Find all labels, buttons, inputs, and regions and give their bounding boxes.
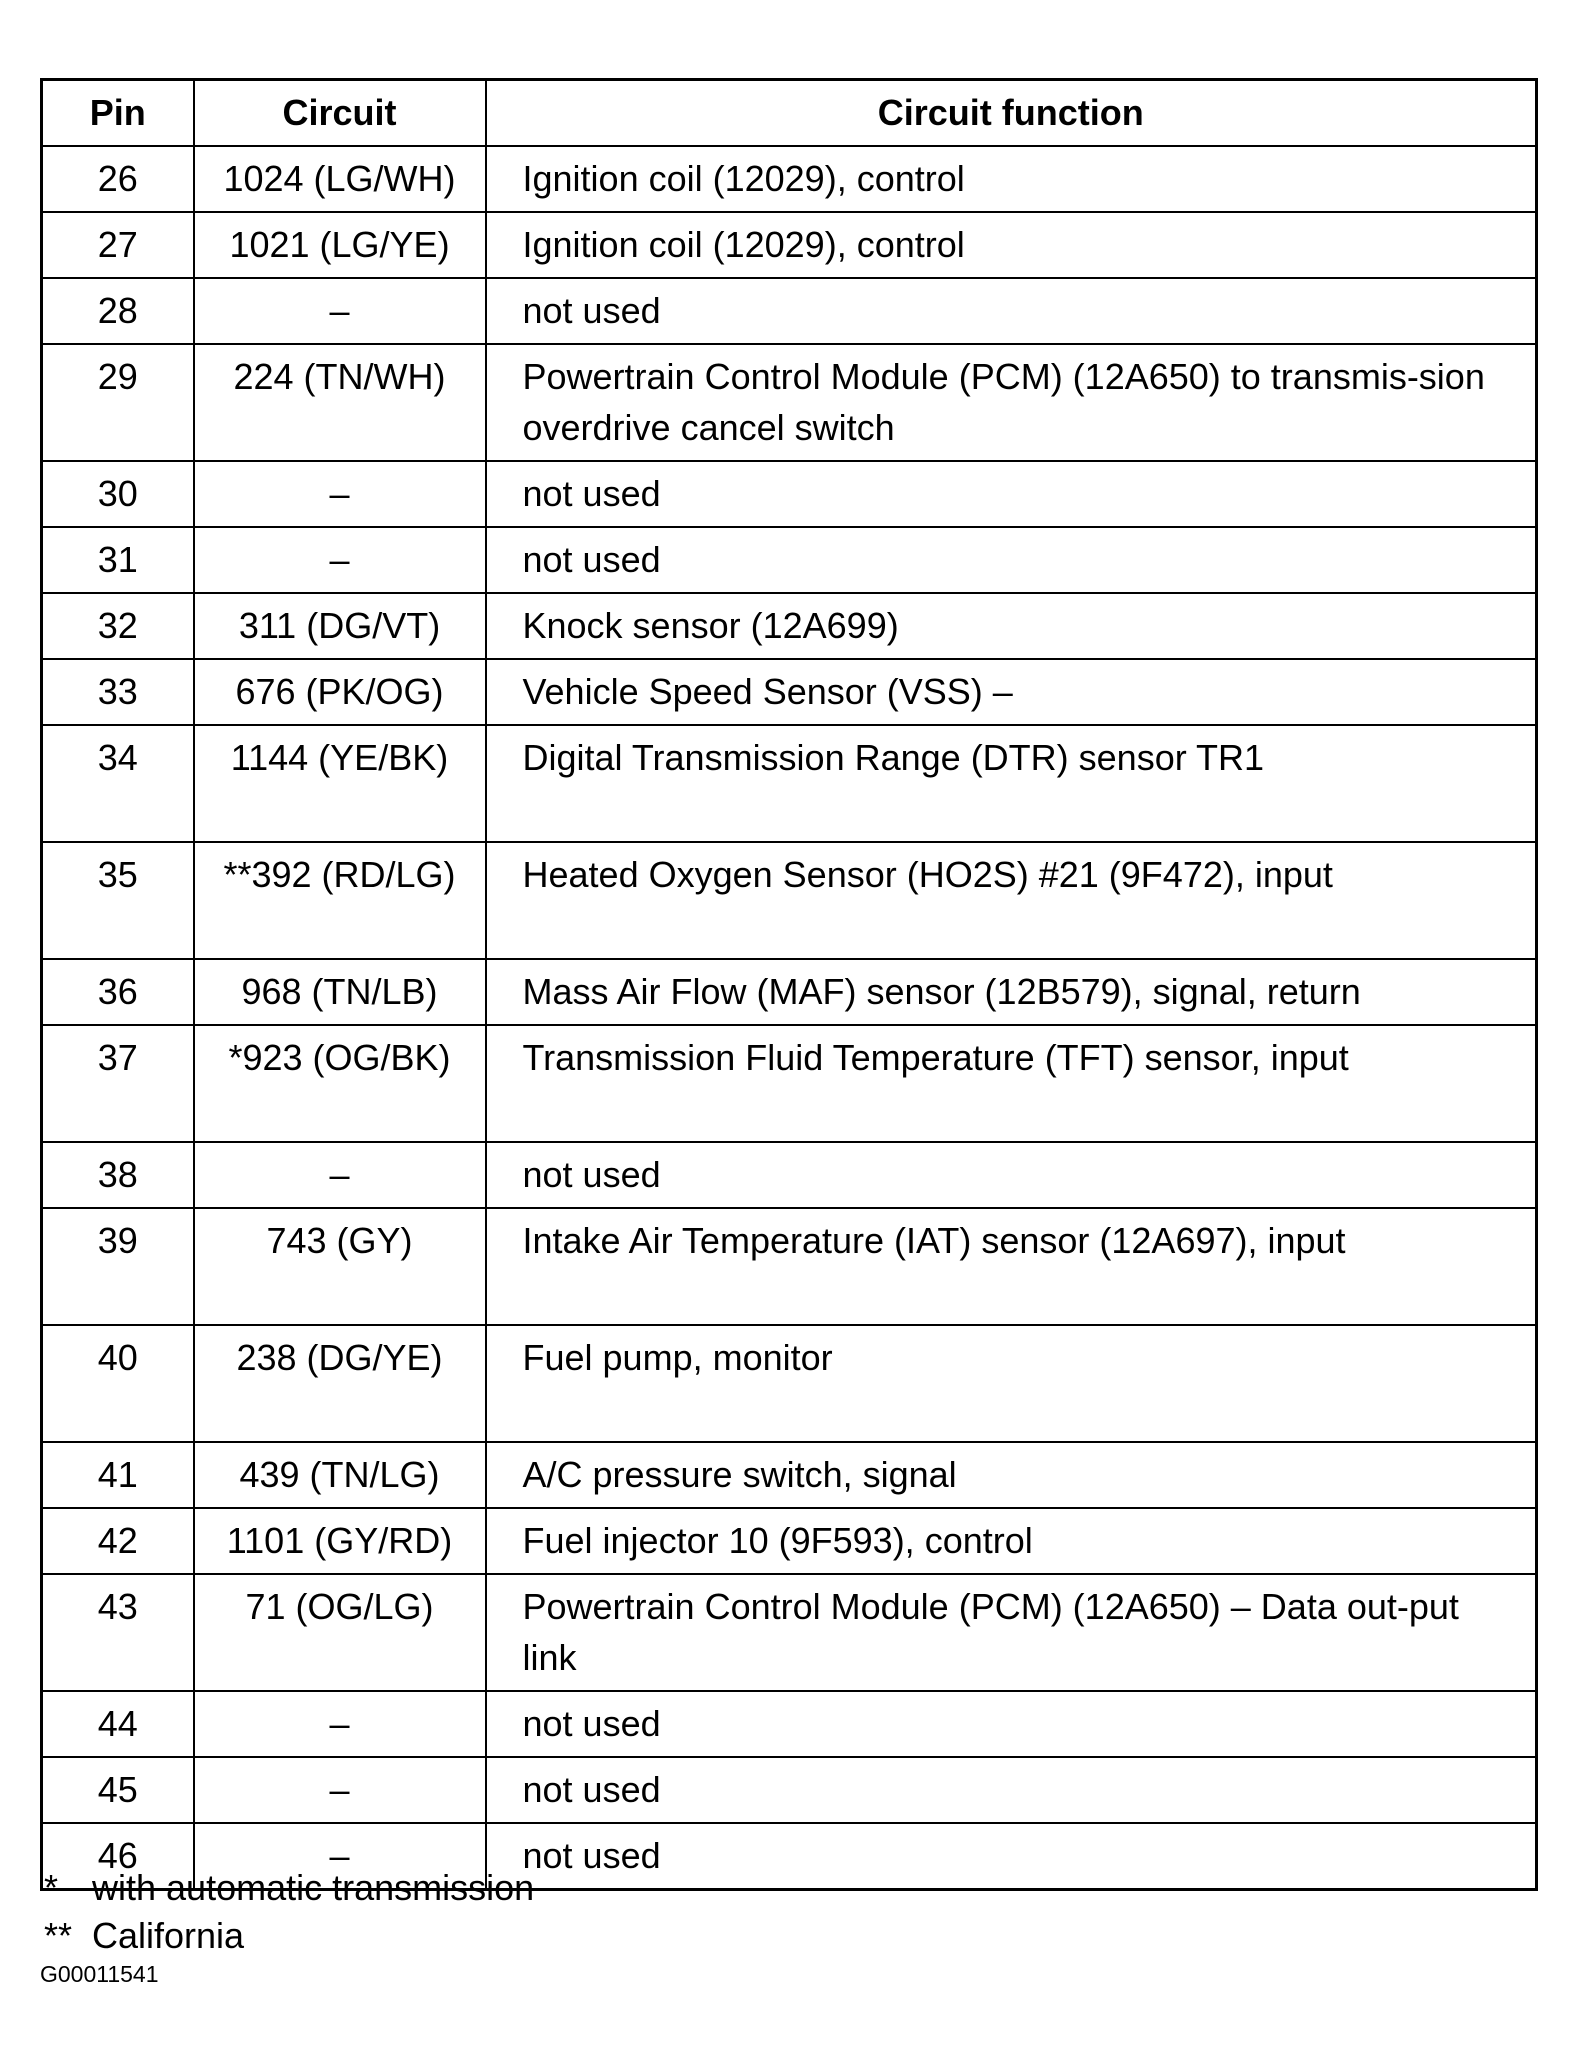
circuit-cell: 224 (TN/WH): [194, 344, 486, 461]
function-cell: not used: [486, 1757, 1537, 1823]
pin-cell: 41: [42, 1442, 194, 1508]
function-cell: not used: [486, 1691, 1537, 1757]
function-cell: not used: [486, 278, 1537, 344]
circuit-cell: 1021 (LG/YE): [194, 212, 486, 278]
circuit-cell: –: [194, 1823, 486, 1890]
pin-cell: 30: [42, 461, 194, 527]
table-row: [42, 461, 1537, 527]
circuit-cell: –: [194, 1757, 486, 1823]
pin-cell: 33: [42, 659, 194, 725]
table-row: [42, 1442, 1537, 1508]
pin-cell: 46: [42, 1823, 194, 1890]
reference-code: G00011541: [40, 1961, 159, 1987]
footnotes: [40, 1864, 534, 1960]
table-row: [42, 1574, 1537, 1691]
pin-cell: 40: [42, 1325, 194, 1442]
pin-cell: 31: [42, 527, 194, 593]
pin-cell: 32: [42, 593, 194, 659]
circuit-cell: 968 (TN/LB): [194, 959, 486, 1025]
table-row: [42, 344, 1537, 461]
table-row: [42, 593, 1537, 659]
header-row: [42, 80, 1537, 147]
function-cell: Mass Air Flow (MAF) sensor (12B579), signal, return: [486, 959, 1537, 1025]
function-cell: Knock sensor (12A699): [486, 593, 1537, 659]
pin-cell: 45: [42, 1757, 194, 1823]
pin-cell: 38: [42, 1142, 194, 1208]
function-cell: Ignition coil (12029), control: [486, 146, 1537, 212]
pin-cell: 43: [42, 1574, 194, 1691]
circuit-cell: 71 (OG/LG): [194, 1574, 486, 1691]
table-row: [42, 1508, 1537, 1574]
function-cell: not used: [486, 1142, 1537, 1208]
pin-cell: 35: [42, 842, 194, 959]
table-row: [42, 278, 1537, 344]
pin-cell: 28: [42, 278, 194, 344]
table-row: [42, 212, 1537, 278]
circuit-cell: 311 (DG/VT): [194, 593, 486, 659]
circuit-cell: –: [194, 527, 486, 593]
footnote-symbol: **: [44, 1915, 73, 1956]
function-cell: not used: [486, 461, 1537, 527]
table-row: [42, 1208, 1537, 1325]
function-cell: Powertrain Control Module (PCM) (12A650) – Data out-put link: [486, 1574, 1537, 1691]
table-row: [42, 1025, 1537, 1142]
function-cell: A/C pressure switch, signal: [486, 1442, 1537, 1508]
circuit-cell: 439 (TN/LG): [194, 1442, 486, 1508]
table-row: [42, 842, 1537, 959]
function-cell: Ignition coil (12029), control: [486, 212, 1537, 278]
function-cell: not used: [486, 527, 1537, 593]
function-cell: Intake Air Temperature (IAT) sensor (12A697), input: [486, 1208, 1537, 1325]
table-row: [42, 1757, 1537, 1823]
function-cell: Fuel injector 10 (9F593), control: [486, 1508, 1537, 1574]
function-cell: Powertrain Control Module (PCM) (12A650) to transmis-sion overdrive cancel switch: [486, 344, 1537, 461]
table-row: [42, 1325, 1537, 1442]
circuit-cell: –: [194, 278, 486, 344]
table-row: [42, 959, 1537, 1025]
table-row: [42, 659, 1537, 725]
footnote: [40, 1864, 534, 1912]
circuit-cell: –: [194, 461, 486, 527]
circuit-column-header: Circuit: [194, 80, 486, 147]
pin-cell: 39: [42, 1208, 194, 1325]
footnote: [40, 1912, 534, 1960]
pin-cell: 29: [42, 344, 194, 461]
table-row: [42, 527, 1537, 593]
circuit-cell: *923 (OG/BK): [194, 1025, 486, 1142]
function-cell: not used: [486, 1823, 1537, 1890]
circuit-cell: 743 (GY): [194, 1208, 486, 1325]
function-column-header: Circuit function: [486, 80, 1537, 147]
pin-cell: 34: [42, 725, 194, 842]
pin-cell: 37: [42, 1025, 194, 1142]
pin-cell: 26: [42, 146, 194, 212]
pin-cell: 36: [42, 959, 194, 1025]
circuit-cell: 1144 (YE/BK): [194, 725, 486, 842]
circuit-cell: 676 (PK/OG): [194, 659, 486, 725]
table-row: [42, 1142, 1537, 1208]
footnote-text: with automatic transmission: [92, 1867, 535, 1908]
circuit-cell: –: [194, 1691, 486, 1757]
footnote-symbol: *: [44, 1867, 59, 1908]
function-cell: Digital Transmission Range (DTR) sensor TR1: [486, 725, 1537, 842]
function-cell: Vehicle Speed Sensor (VSS) –: [486, 659, 1537, 725]
circuit-cell: 1101 (GY/RD): [194, 1508, 486, 1574]
function-cell: Fuel pump, monitor: [486, 1325, 1537, 1442]
function-cell: Transmission Fluid Temperature (TFT) sensor, input: [486, 1025, 1537, 1142]
circuit-cell: 238 (DG/YE): [194, 1325, 486, 1442]
footnote-text: California: [92, 1915, 245, 1956]
circuit-cell: –: [194, 1142, 486, 1208]
pin-cell: 42: [42, 1508, 194, 1574]
function-cell: Heated Oxygen Sensor (HO2S) #21 (9F472), input: [486, 842, 1537, 959]
table-row: [42, 1691, 1537, 1757]
table-row: [42, 725, 1537, 842]
circuit-cell: 1024 (LG/WH): [194, 146, 486, 212]
pin-cell: 27: [42, 212, 194, 278]
circuit-cell: **392 (RD/LG): [194, 842, 486, 959]
pin-table: [40, 78, 1538, 1891]
pin-column-header: Pin: [42, 80, 194, 147]
pin-cell: 44: [42, 1691, 194, 1757]
table-row: [42, 146, 1537, 212]
